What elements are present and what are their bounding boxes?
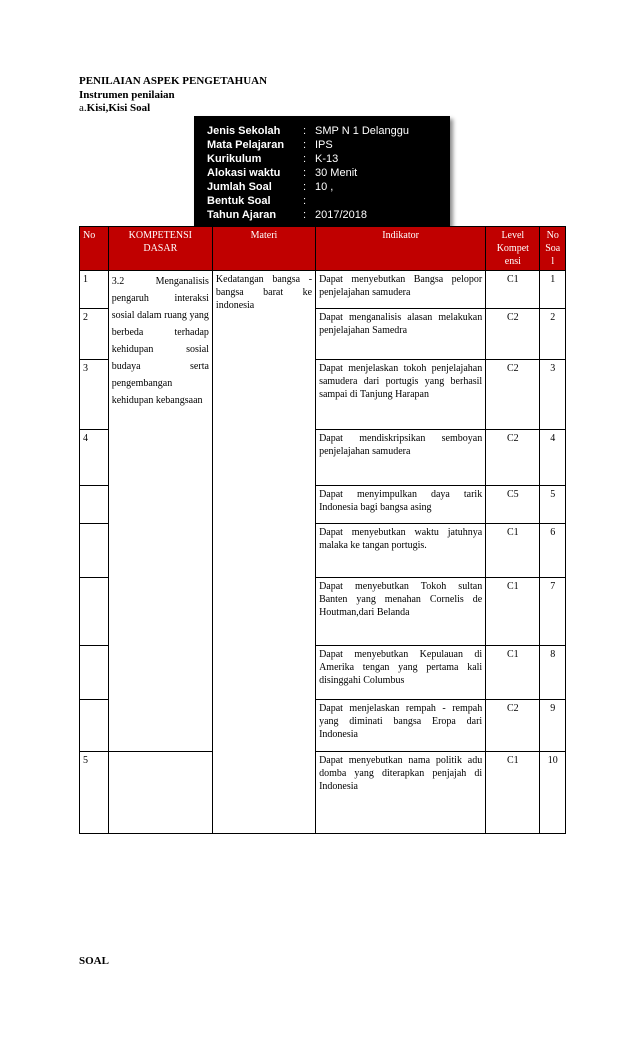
cell-indikator: Dapat menyimpulkan daya tarik Indonesia bagi bangsa asing bbox=[316, 486, 486, 524]
info-value: 10 , bbox=[315, 181, 334, 193]
cell-no: 5 bbox=[80, 752, 109, 834]
cell-no: 1 bbox=[80, 271, 109, 309]
cell-no: 4 bbox=[80, 430, 109, 486]
page-title: PENILAIAN ASPEK PENGETAHUAN bbox=[79, 75, 268, 87]
cell-level: C1 bbox=[486, 578, 540, 646]
cell-indikator: Dapat menyebutkan Bangsa pelopor penjelajahan samudera bbox=[316, 271, 486, 309]
cell-level: C2 bbox=[486, 360, 540, 430]
cell-level: C1 bbox=[486, 524, 540, 578]
cell-kompetensi-dasar: 3.2 Menganalisis pengaruh interaksi sosial dalam ruang yang berbeda terhadap kehidupan sosial budaya serta pengembangan kehidupan kebangsaan bbox=[108, 271, 212, 752]
table-header-row bbox=[80, 227, 566, 271]
cell-indikator: Dapat menganalisis alasan melakukan penjelajahan Samedra bbox=[316, 309, 486, 360]
cell-no-soal: 2 bbox=[540, 309, 566, 360]
cell-indikator: Dapat menyebutkan Kepulauan di Amerika tengan yang pertama kali disinggahi Columbus bbox=[316, 646, 486, 700]
cell-no-soal: 8 bbox=[540, 646, 566, 700]
page-subtitle: Instrumen penilaian bbox=[79, 89, 175, 101]
cell-no bbox=[80, 646, 109, 700]
cell-no bbox=[80, 524, 109, 578]
info-colon: : bbox=[303, 125, 307, 137]
table-row bbox=[80, 271, 566, 309]
info-label: Jenis Sekolah bbox=[207, 125, 281, 137]
info-value: SMP N 1 Delanggu bbox=[315, 125, 409, 137]
info-label: Alokasi waktu bbox=[207, 167, 281, 179]
info-colon: : bbox=[303, 167, 307, 179]
info-value: IPS bbox=[315, 139, 333, 151]
header-materi: Materi bbox=[212, 227, 315, 271]
cell-level: C1 bbox=[486, 752, 540, 834]
cell-level: C2 bbox=[486, 700, 540, 752]
cell-materi: Kedatangan bangsa - bangsa barat ke indonesia bbox=[212, 271, 315, 834]
cell-no-soal: 7 bbox=[540, 578, 566, 646]
info-value: K-13 bbox=[315, 153, 339, 165]
cell-no-soal: 5 bbox=[540, 486, 566, 524]
section-title: Kisi,Kisi Soal bbox=[86, 102, 151, 114]
info-colon: : bbox=[303, 195, 307, 207]
cell-level: C1 bbox=[486, 271, 540, 309]
cell-level: C1 bbox=[486, 646, 540, 700]
cell-no-soal: 6 bbox=[540, 524, 566, 578]
info-colon: : bbox=[303, 153, 307, 165]
info-colon: : bbox=[303, 209, 307, 221]
cell-indikator: Dapat menyebutkan Tokoh sultan Banten yang menahan Cornelis de Houtman,dari Belanda bbox=[316, 578, 486, 646]
header-kompetensi-dasar: KOMPETENSI DASAR bbox=[108, 227, 212, 271]
cell-no-soal: 10 bbox=[540, 752, 566, 834]
info-label: Mata Pelajaran bbox=[207, 139, 285, 151]
cell-indikator: Dapat menyebutkan waktu jatuhnya malaka ke tangan portugis. bbox=[316, 524, 486, 578]
cell-kompetensi-dasar-empty bbox=[108, 752, 212, 834]
info-label: Tahun Ajaran bbox=[207, 209, 277, 221]
header-no: No bbox=[80, 227, 109, 271]
cell-no-soal: 4 bbox=[540, 430, 566, 486]
cell-no bbox=[80, 700, 109, 752]
info-label: Jumlah Soal bbox=[207, 181, 272, 193]
table-row bbox=[80, 752, 566, 834]
cell-level: C2 bbox=[486, 309, 540, 360]
info-label: Bentuk Soal bbox=[207, 195, 271, 207]
info-label: Kurikulum bbox=[207, 153, 262, 165]
header-indikator: Indikator bbox=[316, 227, 486, 271]
section-prefix: a. bbox=[79, 102, 87, 114]
info-colon: : bbox=[303, 139, 307, 151]
cell-no-soal: 3 bbox=[540, 360, 566, 430]
kisi-kisi-table bbox=[79, 226, 566, 834]
info-value: 30 Menit bbox=[315, 167, 358, 179]
cell-no: 2 bbox=[80, 309, 109, 360]
info-box bbox=[194, 116, 450, 226]
cell-no bbox=[80, 578, 109, 646]
cell-no-soal: 9 bbox=[540, 700, 566, 752]
soal-heading: SOAL bbox=[79, 955, 109, 967]
cell-level: C5 bbox=[486, 486, 540, 524]
cell-no bbox=[80, 486, 109, 524]
cell-indikator: Dapat mendiskripsikan semboyan penjelajahan samudera bbox=[316, 430, 486, 486]
cell-indikator: Dapat menjelaskan tokoh penjelajahan samudera dari portugis yang berhasil sampai di Tanjung Harapan bbox=[316, 360, 486, 430]
cell-level: C2 bbox=[486, 430, 540, 486]
cell-indikator: Dapat menyebutkan nama politik adu domba yang diterapkan penjajah di Indonesia bbox=[316, 752, 486, 834]
cell-no-soal: 1 bbox=[540, 271, 566, 309]
header-no-soal: No Soa l bbox=[540, 227, 566, 271]
info-value: 2017/2018 bbox=[315, 209, 367, 221]
info-colon: : bbox=[303, 181, 307, 193]
cell-indikator: Dapat menjelaskan rempah - rempah yang diminati bangsa Eropa dari Indonesia bbox=[316, 700, 486, 752]
section-label bbox=[79, 101, 150, 115]
header-level: Level Kompet ensi bbox=[486, 227, 540, 271]
cell-no: 3 bbox=[80, 360, 109, 430]
